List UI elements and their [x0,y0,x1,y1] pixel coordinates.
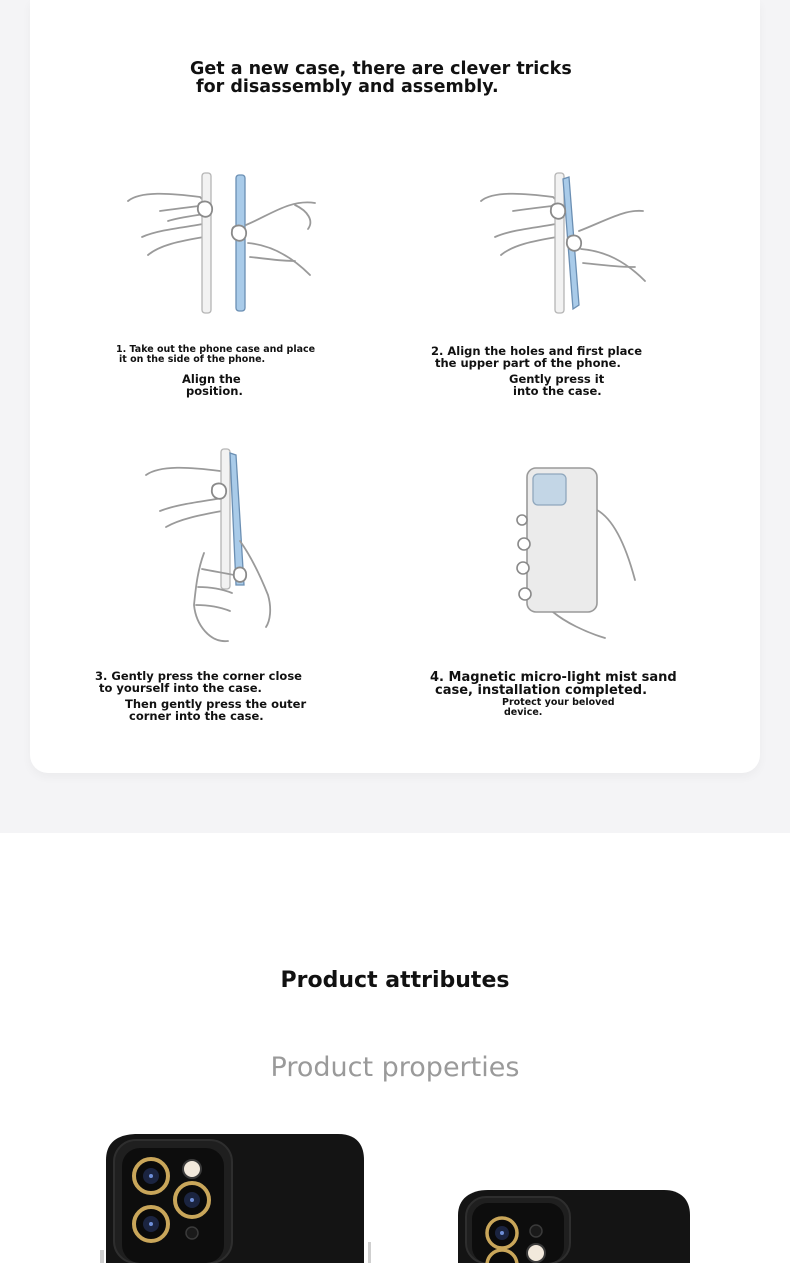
step-4-subtext [502,698,615,717]
step-3-text [95,671,302,694]
black-case-photo-large [98,1130,378,1263]
step-4-main-line-1: 4. Magnetic micro-light mist sand [430,670,677,685]
step-1-subtext [182,374,243,397]
step-2-illustration [475,165,675,320]
step-3-subtext [125,699,306,722]
step-2-main-line-1: 2. Align the holes and first place [431,344,643,358]
step-4-text [430,671,677,697]
step-2-sub-line-2: into the case. [513,383,602,398]
step-3-sub-line-2: corner into the case. [129,708,264,723]
guide-title-line-2: for disassembly and assembly. [196,77,499,97]
step-4-sub-line-2: device. [504,706,543,718]
step-3-main-line-2: to yourself into the case. [99,680,262,695]
step-3-illustration [140,445,280,650]
step-2-sub-line-1: Gently press it [509,372,605,386]
step-4-sub-line-1: Protect your beloved [502,697,615,708]
step-2-text [431,346,642,369]
step-4-main-line-2: case, installation completed. [435,683,648,698]
step-1-main-line-2: it on the side of the phone. [119,353,266,365]
step-3-sub-line-1: Then gently press the outer [125,697,307,711]
guide-title-line-1: Get a new case, there are clever tricks [190,59,572,79]
product-attributes-heading: Product attributes [280,968,510,993]
step-4-illustration [505,460,645,645]
step-1-sub-line-2: position. [186,383,243,398]
step-1-text [116,345,315,364]
guide-title [190,60,610,96]
step-2-main-line-2: the upper part of the phone. [435,355,621,370]
installation-guide-card [30,0,760,773]
step-3-main-line-1: 3. Gently press the corner close [95,669,302,683]
step-2-subtext [509,374,604,397]
product-properties-subheading: Product properties [270,1052,520,1083]
step-1-sub-line-1: Align the [182,372,241,386]
step-1-main-line-1: 1. Take out the phone case and place [116,344,316,355]
black-case-photo-small [452,1185,697,1263]
step-1-illustration [120,165,325,320]
